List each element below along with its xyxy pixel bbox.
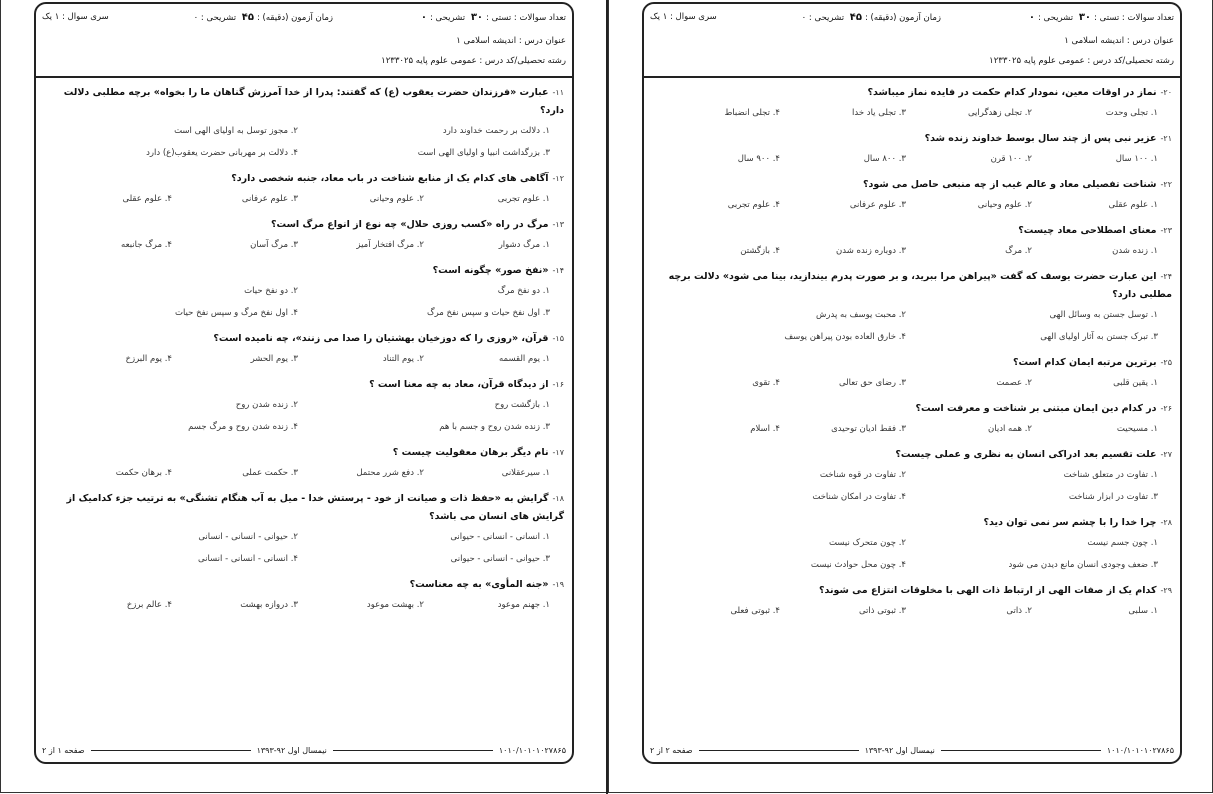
answer-option[interactable]: ۲. تجلی زهدگرایی bbox=[967, 108, 1032, 118]
question bbox=[654, 400, 1172, 440]
answer-option[interactable]: ۱. تفاوت در متعلق شناخت bbox=[1063, 470, 1158, 480]
question-text: این عبارت حضرت یوسف که گفت «پیراهن مرا ببرید، و بر صورت پدرم بیندازید، بینا می شود» دلالت برچه مطلبی دارد؟ bbox=[668, 271, 1172, 300]
exam-header bbox=[36, 4, 572, 78]
question-text: آگاهی های کدام یک از منابع شناخت در باب معاد، جنبه شخصی دارد؟ bbox=[231, 173, 549, 184]
question bbox=[46, 444, 564, 484]
question bbox=[654, 582, 1172, 622]
answer-option[interactable]: ۲. محبت یوسف به پدرش bbox=[816, 310, 906, 320]
answer-option[interactable]: ۳. علوم عرفانی bbox=[241, 194, 298, 204]
question-text: قرآن، «روزی را که دوزخیان بهشتیان را صدا می زنند»، چه نامیده است؟ bbox=[213, 333, 549, 344]
question-stem bbox=[46, 216, 564, 234]
answer-option[interactable]: ۴. یوم البرزخ bbox=[125, 354, 172, 364]
question-text: نماز در اوقات معین، نمودار کدام حکمت در فایده نماز میباشد؟ bbox=[867, 87, 1157, 98]
answer-option[interactable]: ۲. ۱۰۰ قرن bbox=[990, 154, 1032, 164]
question-number: ۲۸- bbox=[1160, 518, 1172, 527]
question-number: ۱۱- bbox=[552, 88, 564, 97]
answer-option[interactable]: ۱. دلالت بر رحمت خداوند دارد bbox=[442, 126, 550, 136]
question-text: معنای اصطلاحی معاد چیست؟ bbox=[1018, 225, 1157, 236]
page-number: صفحه ۱ از ۲ bbox=[41, 745, 85, 755]
answer-options bbox=[46, 594, 564, 616]
answer-options bbox=[654, 532, 1172, 576]
answer-options bbox=[654, 304, 1172, 348]
question-text: عبارت «فرزندان حضرت یعقوب (ع) که گفتند: پدرا از خدا آمرزش گناهان ما را بخواه» برچه مطلبی دلالت دارد؟ bbox=[63, 87, 564, 116]
question bbox=[654, 130, 1172, 170]
question-number: ۲۷- bbox=[1160, 450, 1172, 459]
answer-options bbox=[654, 102, 1172, 124]
question-count: تعداد سوالات : تستی :۳۰ تشریحی :۰ bbox=[420, 12, 566, 23]
course-title: عنوان درس : اندیشه اسلامی ۱ bbox=[1064, 36, 1174, 46]
answer-option[interactable]: ۳. تفاوت در ابزار شناخت bbox=[1068, 492, 1158, 502]
answer-option[interactable]: ۳. ثبوتی ذاتی bbox=[858, 606, 906, 616]
question-stem bbox=[46, 376, 564, 394]
question bbox=[46, 576, 564, 616]
exam-time: زمان آزمون (دقیقه) :۴۵ تشریحی : ۰ bbox=[193, 12, 333, 23]
answer-options bbox=[46, 394, 564, 438]
answer-option[interactable]: ۱. توسل جستن به وسائل الهی bbox=[1049, 310, 1158, 320]
answer-option[interactable]: ۳. حکمت عملی bbox=[242, 468, 298, 478]
answer-option[interactable]: ۱. تجلی وحدت bbox=[1105, 108, 1158, 118]
answer-option[interactable]: ۲. زنده شدن روح bbox=[235, 400, 298, 410]
question bbox=[654, 268, 1172, 348]
exam-footer bbox=[650, 742, 1174, 758]
answer-option[interactable]: ۴. اسلام bbox=[750, 424, 780, 434]
question-text: نام دیگر برهان معقولیت چیست ؟ bbox=[392, 447, 549, 458]
answer-option[interactable]: ۴. ثبوتی فعلی bbox=[730, 606, 780, 616]
answer-option[interactable]: ۴. ۹۰۰ سال bbox=[737, 154, 780, 164]
answer-option[interactable]: ۱. سلبی bbox=[1128, 606, 1158, 616]
question-stem bbox=[46, 576, 564, 594]
answer-option[interactable]: ۲. تفاوت در قوه شناخت bbox=[819, 470, 906, 480]
answer-option[interactable]: ۳. یوم الحشر bbox=[250, 354, 298, 364]
answer-options bbox=[654, 464, 1172, 508]
series: سری سوال : ۱ یک bbox=[650, 12, 717, 22]
question-number: ۱۴- bbox=[552, 266, 564, 275]
question-count: تعداد سوالات : تستی :۳۰ تشریحی :۰ bbox=[1028, 12, 1174, 23]
answer-option[interactable]: ۳. اول نفخ حیات و سپس نفخ مرگ bbox=[426, 308, 550, 318]
answer-option[interactable]: ۱. زنده شدن bbox=[1112, 246, 1158, 256]
answer-option[interactable]: ۲. یوم التناد bbox=[382, 354, 424, 364]
question-text: «جنه المأوی» به چه معناست؟ bbox=[409, 579, 549, 590]
answer-option[interactable]: ۲. مرگ bbox=[1005, 246, 1032, 256]
field-code: رشته تحصیلی/کد درس : عمومی علوم پایه ۱۲۳۳۰۲۵ bbox=[989, 56, 1174, 66]
question-stem bbox=[654, 400, 1172, 418]
course-title: عنوان درس : اندیشه اسلامی ۱ bbox=[456, 36, 566, 46]
question-text: «نفخ صور» چگونه است؟ bbox=[432, 265, 549, 276]
answer-option[interactable]: ۴. اول نفخ مرگ و سپس نفخ حیات bbox=[174, 308, 298, 318]
question-text: از دیدگاه قرآن، معاد به چه معنا است ؟ bbox=[369, 379, 549, 390]
question bbox=[46, 170, 564, 210]
answer-option[interactable]: ۱. انسانی - انسانی - حیوانی bbox=[450, 532, 550, 542]
answer-option[interactable]: ۴. دلالت بر مهربانی حضرت یعقوب(ع) دارد bbox=[146, 148, 298, 158]
question-number: ۱۵- bbox=[552, 334, 564, 343]
answer-option[interactable]: ۳. تجلی یاد خدا bbox=[852, 108, 906, 118]
answer-option[interactable]: ۳. فقط ادیان توحیدی bbox=[831, 424, 906, 434]
answer-option[interactable]: ۳. زنده شدن روح و جسم با هم bbox=[439, 422, 550, 432]
answer-option[interactable]: ۲. بهشت موعود bbox=[366, 600, 424, 610]
exam-footer bbox=[42, 742, 566, 758]
answer-option[interactable]: ۳. حیوانی - انسانی - حیوانی bbox=[450, 554, 550, 564]
answer-option[interactable]: ۱. علوم تجربی bbox=[497, 194, 550, 204]
question-stem bbox=[654, 514, 1172, 532]
question-number: ۱۶- bbox=[552, 380, 564, 389]
answer-option[interactable]: ۳. دوباره زنده شدن bbox=[835, 246, 906, 256]
exam-code: ۱۰۱۰/۱۰۱۰۱۰۲۷۸۶۵ bbox=[1106, 745, 1174, 755]
question-text: گرایش به «حفظ ذات و صیانت از خود - پرستش خدا - میل به آب هنگام تشنگی» به ترتیب جزء کدامیک از گرایش های انسان می باشد؟ bbox=[66, 493, 564, 522]
answer-option[interactable]: ۲. مرگ افتخار آمیز bbox=[356, 240, 424, 250]
question-stem bbox=[46, 84, 564, 120]
question bbox=[654, 514, 1172, 576]
answer-option[interactable]: ۱. بازگشت روح bbox=[494, 400, 550, 410]
semester: نیمسال اول ۹۲-۱۳۹۳ bbox=[256, 745, 327, 755]
answer-option[interactable]: ۴. خارق العاده بودن پیراهن یوسف bbox=[784, 332, 906, 342]
page-number: صفحه ۲ از ۲ bbox=[649, 745, 693, 755]
question-stem bbox=[654, 176, 1172, 194]
answer-options bbox=[46, 234, 564, 256]
answer-option[interactable]: ۱. سیرعقلانی bbox=[501, 468, 550, 478]
answer-options bbox=[46, 462, 564, 484]
answer-option[interactable]: ۱. ۱۰۰ سال bbox=[1115, 154, 1158, 164]
question-number: ۱۸- bbox=[552, 494, 564, 503]
question-list bbox=[654, 84, 1172, 734]
question bbox=[654, 84, 1172, 124]
answer-option[interactable]: ۴. تفاوت در امکان شناخت bbox=[812, 492, 906, 502]
exam-page-1 bbox=[34, 2, 574, 764]
question-number: ۲۵- bbox=[1160, 358, 1172, 367]
answer-option[interactable]: ۲. علوم وحیانی bbox=[977, 200, 1032, 210]
question-stem bbox=[654, 268, 1172, 304]
question-number: ۲۴- bbox=[1160, 272, 1172, 281]
question-stem bbox=[46, 490, 564, 526]
question-stem bbox=[654, 84, 1172, 102]
exam-page-2 bbox=[642, 2, 1182, 764]
series: سری سوال : ۱ یک bbox=[42, 12, 109, 22]
answer-option[interactable]: ۲. چون متحرک نیست bbox=[828, 538, 906, 548]
answer-options bbox=[654, 418, 1172, 440]
question-number: ۲۶- bbox=[1160, 404, 1172, 413]
answer-option[interactable]: ۴. عالم برزخ bbox=[126, 600, 172, 610]
question-text: چرا خدا را با چشم سر نمی توان دید؟ bbox=[983, 517, 1157, 528]
question-stem bbox=[654, 446, 1172, 464]
answer-options bbox=[654, 600, 1172, 622]
question-text: برترین مرتبه ایمان کدام است؟ bbox=[1012, 357, 1157, 368]
question bbox=[46, 376, 564, 438]
question-number: ۲۹- bbox=[1160, 586, 1172, 595]
question bbox=[46, 216, 564, 256]
answer-options bbox=[46, 280, 564, 324]
answer-options bbox=[46, 188, 564, 210]
answer-options bbox=[654, 148, 1172, 170]
question-number: ۱۳- bbox=[552, 220, 564, 229]
answer-options bbox=[654, 240, 1172, 262]
question-stem bbox=[46, 444, 564, 462]
question bbox=[654, 222, 1172, 262]
answer-option[interactable]: ۳. مرگ آسان bbox=[250, 240, 298, 250]
answer-option[interactable]: ۳. علوم عرفانی bbox=[849, 200, 906, 210]
question-list bbox=[46, 84, 564, 734]
question-text: علت تقسیم بعد ادراکی انسان به نظری و عملی چیست؟ bbox=[895, 449, 1157, 460]
answer-option[interactable]: ۴. برهان حکمت bbox=[115, 468, 172, 478]
answer-option[interactable]: ۴. بازگشتن bbox=[740, 246, 780, 256]
question-number: ۲۰- bbox=[1160, 88, 1172, 97]
answer-option[interactable]: ۱. جهنم موعود bbox=[497, 600, 550, 610]
answer-option[interactable]: ۴. انسانی - انسانی - انسانی bbox=[198, 554, 298, 564]
question-number: ۲۱- bbox=[1160, 134, 1172, 143]
answer-option[interactable]: ۴. تقوی bbox=[752, 378, 780, 388]
answer-option[interactable]: ۳. ۸۰۰ سال bbox=[863, 154, 906, 164]
answer-options bbox=[46, 348, 564, 370]
answer-option[interactable]: ۲. ذاتی bbox=[1006, 606, 1032, 616]
page-divider bbox=[606, 0, 608, 794]
answer-option[interactable]: ۲. علوم وحیانی bbox=[369, 194, 424, 204]
answer-options bbox=[654, 372, 1172, 394]
question bbox=[46, 84, 564, 164]
question bbox=[46, 490, 564, 570]
question-number: ۲۳- bbox=[1160, 226, 1172, 235]
question-stem bbox=[46, 170, 564, 188]
question-stem bbox=[46, 262, 564, 280]
answer-option[interactable]: ۴. تجلی انضباط bbox=[724, 108, 780, 118]
question-stem bbox=[654, 582, 1172, 600]
question-number: ۱۹- bbox=[552, 580, 564, 589]
answer-option[interactable]: ۴. علوم عقلی bbox=[122, 194, 172, 204]
answer-option[interactable]: ۱. علوم عقلی bbox=[1108, 200, 1158, 210]
question-text: در کدام دین ایمان مبتنی بر شناخت و معرفت است؟ bbox=[915, 403, 1157, 414]
answer-option[interactable]: ۱. مرگ دشوار bbox=[498, 240, 550, 250]
exam-time: زمان آزمون (دقیقه) :۴۵ تشریحی : ۰ bbox=[801, 12, 941, 23]
answer-option[interactable]: ۳. بزرگداشت انبیا و اولیای الهی است bbox=[417, 148, 550, 158]
answer-option[interactable]: ۳. تبرک جستن به آثار اولیای الهی bbox=[1040, 332, 1158, 342]
question-stem bbox=[654, 130, 1172, 148]
answer-option[interactable]: ۴. مرگ جانبعه bbox=[121, 240, 172, 250]
question bbox=[46, 330, 564, 370]
answer-option[interactable]: ۱. مسیحیت bbox=[1116, 424, 1158, 434]
question-stem bbox=[46, 330, 564, 348]
answer-option[interactable]: ۱. دو نفخ مرگ bbox=[497, 286, 550, 296]
answer-option[interactable]: ۳. دروازه بهشت bbox=[240, 600, 298, 610]
question-text: عزیر نبی پس از چند سال بوسط خداوند زنده شد؟ bbox=[924, 133, 1157, 144]
answer-option[interactable]: ۴. چون محل حوادث نیست bbox=[810, 560, 906, 570]
answer-option[interactable]: ۱. چون جسم نیست bbox=[1087, 538, 1158, 548]
question-number: ۱۲- bbox=[552, 174, 564, 183]
field-code: رشته تحصیلی/کد درس : عمومی علوم پایه ۱۲۳۳۰۲۵ bbox=[381, 56, 566, 66]
answer-option[interactable]: ۲. مجوز توسل به اولیای الهی است bbox=[174, 126, 298, 136]
question bbox=[654, 176, 1172, 216]
question-number: ۱۷- bbox=[552, 448, 564, 457]
answer-options bbox=[46, 526, 564, 570]
question bbox=[46, 262, 564, 324]
answer-option[interactable]: ۴. علوم تجربی bbox=[727, 200, 780, 210]
question-text: شناخت تفصیلی معاد و عالم غیب از چه منبعی حاصل می شود؟ bbox=[863, 179, 1157, 190]
question-stem bbox=[654, 354, 1172, 372]
answer-option[interactable]: ۳. ضعف وجودی انسان مانع دیدن می شود bbox=[1008, 560, 1158, 570]
semester: نیمسال اول ۹۲-۱۳۹۳ bbox=[864, 745, 935, 755]
answer-options bbox=[654, 194, 1172, 216]
answer-option[interactable]: ۲. همه ادیان bbox=[988, 424, 1032, 434]
exam-code: ۱۰۱۰/۱۰۱۰۱۰۲۷۸۶۵ bbox=[498, 745, 566, 755]
question bbox=[654, 354, 1172, 394]
answer-option[interactable]: ۲. عصمت bbox=[996, 378, 1032, 388]
answer-option[interactable]: ۲. حیوانی - انسانی - انسانی bbox=[198, 532, 298, 542]
question-text: مرگ در راه «کسب روزی حلال» چه نوع از انواع مرگ است؟ bbox=[271, 219, 549, 230]
question-text: کدام یک از صفات الهی از ارتباط ذات الهی با مخلوقات انتزاع می شوند؟ bbox=[818, 585, 1157, 596]
answer-options bbox=[46, 120, 564, 164]
answer-option[interactable]: ۲. دو نفخ حیات bbox=[244, 286, 298, 296]
answer-option[interactable]: ۳. رضای حق تعالی bbox=[838, 378, 906, 388]
exam-header bbox=[644, 4, 1180, 78]
answer-option[interactable]: ۲. دفع شرر محتمل bbox=[356, 468, 424, 478]
question-stem bbox=[654, 222, 1172, 240]
question-number: ۲۲- bbox=[1160, 180, 1172, 189]
question bbox=[654, 446, 1172, 508]
answer-option[interactable]: ۱. یقین قلبی bbox=[1113, 378, 1158, 388]
answer-option[interactable]: ۴. زنده شدن روح و مرگ جسم bbox=[188, 422, 298, 432]
answer-option[interactable]: ۱. یوم القسمه bbox=[498, 354, 550, 364]
